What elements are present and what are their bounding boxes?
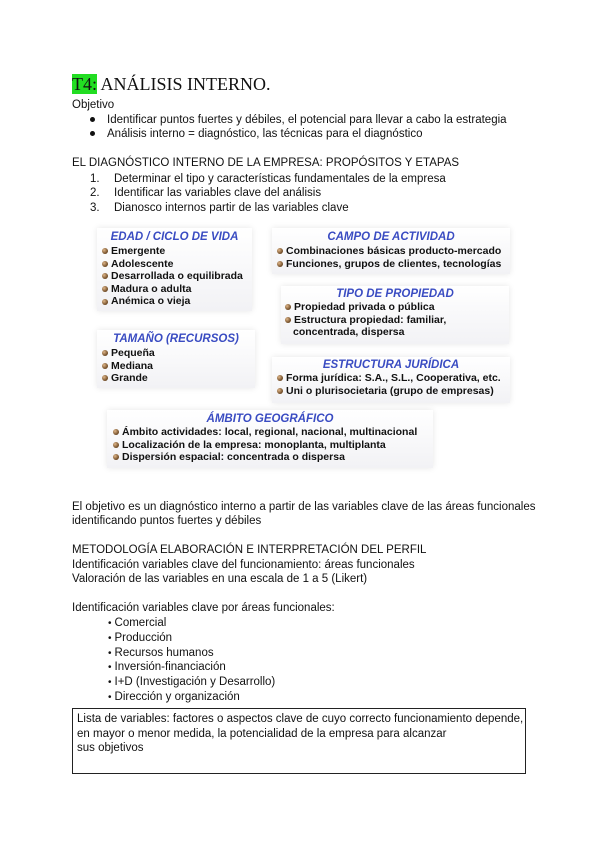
card-title: EDAD / CICLO DE VIDA: [110, 231, 239, 243]
bullet-orb-icon: [285, 317, 291, 323]
card-title: ESTRUCTURA JURÍDICA: [322, 359, 460, 371]
bullet-orb-icon: [102, 375, 108, 381]
diag-step: [90, 187, 321, 199]
objetivo-item-text: Identificar puntos fuertes y débiles, el potencial para llevar a cabo la estrategia: [107, 114, 507, 126]
area-item: • Inversión-financiación: [108, 661, 226, 673]
bullet-orb-icon: [102, 299, 108, 305]
diag-step: [90, 202, 349, 214]
bullet-icon: •: [108, 633, 112, 644]
area-item: • Recursos humanos: [108, 647, 214, 659]
card-item: Combinaciones básicas producto-mercado: [277, 245, 510, 258]
step-text: Identificar las variables clave del análisis: [114, 187, 322, 199]
card-item: Dispersión espacial: concentrada o dispersa: [113, 451, 433, 464]
definition-box: [72, 708, 526, 774]
title-text: ANÁLISIS INTERNO.: [97, 74, 271, 94]
area-item: • Dirección y organización: [108, 691, 240, 703]
card-item: Forma jurídica: S.A., S.L., Cooperativa, etc.: [277, 372, 510, 385]
card-item: Estructura propiedad: familiar,: [285, 314, 509, 327]
objetivo-item-text: Análisis interno = diagnóstico, las técnicas para el diagnóstico: [107, 128, 423, 140]
bullet-icon: •: [108, 677, 112, 688]
card-item: Mediana: [102, 360, 255, 373]
card-item: Funciones, grupos de clientes, tecnologías: [277, 258, 510, 271]
areas-heading: Identificación variables clave por áreas funcionales:: [72, 602, 335, 614]
diag-heading: EL DIAGNÓSTICO INTERNO DE LA EMPRESA: PROPÓSITOS Y ETAPAS: [72, 157, 460, 169]
bullet-icon: •: [108, 648, 112, 659]
card-campo: [272, 228, 510, 274]
bullet-icon: [90, 117, 95, 122]
paragraph-line: El objetivo es un diagnóstico interno a partir de las variables clave de las áreas funcionales: [72, 501, 536, 513]
card-title: CAMPO DE ACTIVIDAD: [327, 231, 455, 243]
bullet-orb-icon: [113, 454, 119, 460]
card-item: Desarrollada o equilibrada: [102, 270, 252, 283]
bullet-icon: •: [108, 662, 112, 673]
bullet-orb-icon: [102, 350, 108, 356]
diag-step: [90, 173, 446, 185]
objetivo-label: Objetivo: [72, 99, 115, 111]
bullet-orb-icon: [113, 442, 119, 448]
bullet-orb-icon: [285, 304, 291, 310]
card-item: Madura o adulta: [102, 283, 252, 296]
bullet-orb-icon: [102, 261, 108, 267]
step-number: 2.: [90, 187, 100, 199]
box-line: sus objetivos: [77, 742, 144, 754]
card-propiedad: [281, 286, 509, 344]
card-title: TAMAÑO (RECURSOS): [113, 333, 239, 345]
step-text: Dianosco internos partir de las variables clave: [114, 202, 349, 214]
page-title: [72, 74, 271, 95]
bullet-orb-icon: [113, 429, 119, 435]
card-item: Adolescente: [102, 258, 252, 271]
card-item: Localización de la empresa: monoplanta, multiplanta: [113, 439, 433, 452]
area-item: • I+D (Investigación y Desarrollo): [108, 676, 276, 688]
metodo-line: Identificación variables clave del funcionamiento: áreas funcionales: [72, 559, 415, 571]
metodo-heading: METODOLOGÍA ELABORACIÓN E INTERPRETACIÓN DEL PERFIL: [72, 544, 427, 556]
bullet-orb-icon: [277, 261, 283, 267]
metodo-line: Valoración de las variables en una escala de 1 a 5 (Likert): [72, 573, 368, 585]
area-item: • Producción: [108, 632, 173, 644]
card-item: Uni o plurisocietaria (grupo de empresas): [277, 385, 510, 398]
card-item: Anémica o vieja: [102, 295, 252, 308]
area-item: • Comercial: [108, 617, 167, 629]
bullet-orb-icon: [277, 375, 283, 381]
card-tamano: [97, 330, 255, 388]
objetivo-item: [90, 114, 507, 126]
paragraph-line: identificando puntos fuertes y débiles: [72, 515, 262, 527]
bullet-orb-icon: [102, 363, 108, 369]
bullet-orb-icon: [277, 248, 283, 254]
bullet-icon: •: [108, 618, 112, 629]
title-prefix: T4:: [72, 74, 97, 94]
bullet-orb-icon: [277, 388, 283, 394]
card-juridica: [272, 357, 510, 403]
step-text: Determinar el tipo y características fundamentales de la empresa: [114, 173, 446, 185]
bullet-orb-icon: [102, 248, 108, 254]
card-title: TIPO DE PROPIEDAD: [336, 288, 454, 300]
card-ambito: [107, 410, 433, 468]
card-item: Grande: [102, 372, 255, 385]
box-line: en mayor o menor medida, la potencialidad de la empresa para alcanzar: [77, 727, 447, 740]
step-number: 3.: [90, 202, 100, 214]
card-item: Ámbito actividades: local, regional, nacional, multinacional: [113, 426, 433, 439]
step-number: 1.: [90, 173, 100, 185]
card-title: ÁMBITO GEOGRÁFICO: [206, 413, 334, 425]
bullet-icon: [90, 131, 95, 136]
card-edad: [97, 228, 252, 311]
bullet-orb-icon: [102, 273, 108, 279]
card-item: Pequeña: [102, 347, 255, 360]
card-item-continued: concentrada, dispersa: [293, 326, 405, 339]
bullet-orb-icon: [102, 286, 108, 292]
card-item: Emergente: [102, 245, 252, 258]
objetivo-item: [90, 128, 422, 140]
box-line: Lista de variables: factores o aspectos clave de cuyo correcto funcionamiento depende,: [77, 713, 524, 725]
card-item: Propiedad privada o pública: [285, 301, 509, 314]
bullet-icon: •: [108, 692, 112, 703]
